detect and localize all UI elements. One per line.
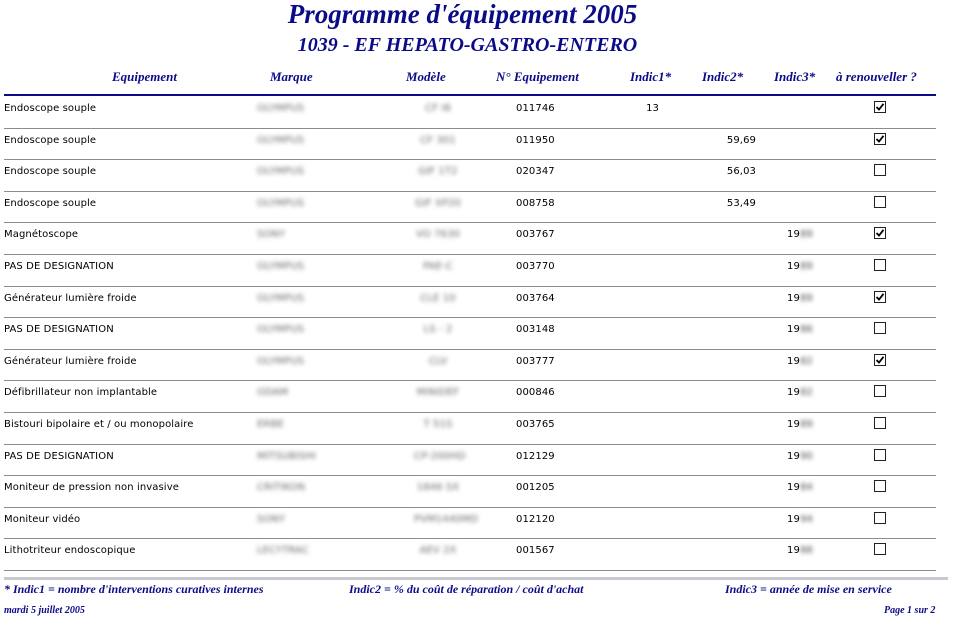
cell-equipement: Endoscope souple bbox=[4, 166, 97, 178]
cell-equipement: Endoscope souple bbox=[4, 197, 97, 209]
cell-indic3 bbox=[787, 482, 813, 493]
cell-modele: MINIDEF bbox=[416, 387, 460, 399]
cell-equipement: Bistouri bipolaire et / ou monopolaire bbox=[4, 419, 194, 430]
cell-indic3-blurred: 86 bbox=[799, 324, 813, 336]
cell-numero: 003770 bbox=[516, 261, 555, 272]
table-row bbox=[4, 318, 936, 350]
table-row bbox=[4, 445, 936, 477]
cell-equipement: Générateur lumière froide bbox=[4, 292, 137, 304]
renew-checkbox[interactable] bbox=[874, 322, 886, 334]
renew-checkbox[interactable] bbox=[874, 417, 886, 429]
cell-indic2: 53,49 bbox=[726, 197, 756, 209]
col-header-renouveler: à renouveller ? bbox=[836, 69, 917, 84]
cell-indic3 bbox=[787, 356, 813, 367]
table-row bbox=[4, 160, 936, 192]
cell-indic3-visible: 19 bbox=[787, 292, 800, 304]
cell-indic3-blurred: 89 bbox=[799, 292, 813, 304]
cell-indic3-blurred: 82 bbox=[799, 355, 813, 367]
renew-checkbox[interactable] bbox=[874, 291, 886, 303]
page-subtitle: 1039 - EF HEPATO-GASTRO-ENTERO bbox=[297, 34, 638, 56]
cell-indic2: 59,69 bbox=[726, 134, 756, 146]
renew-checkbox[interactable] bbox=[874, 227, 886, 239]
renew-checkbox[interactable] bbox=[874, 543, 886, 555]
cell-equipement: Endoscope souple bbox=[4, 103, 97, 114]
renew-checkbox[interactable] bbox=[874, 259, 886, 271]
cell-indic3 bbox=[787, 293, 813, 304]
check-mark-icon bbox=[875, 228, 885, 238]
cell-modele: CP-200HD bbox=[414, 450, 466, 462]
table-row bbox=[4, 255, 936, 287]
cell-modele: CF I8 bbox=[425, 103, 451, 114]
check-mark-icon bbox=[875, 102, 885, 112]
footer-page-number: Page 1 sur 2 bbox=[884, 605, 936, 616]
cell-modele: AEV 2X bbox=[419, 545, 457, 557]
renew-checkbox[interactable] bbox=[874, 480, 886, 492]
check-mark-icon bbox=[875, 355, 885, 365]
cell-indic3-blurred: 89 bbox=[799, 261, 813, 272]
renew-checkbox[interactable] bbox=[874, 196, 886, 208]
cell-marque: LECYTRAC bbox=[257, 545, 309, 557]
cell-numero: 003767 bbox=[516, 229, 555, 241]
cell-modele: T 51S bbox=[423, 419, 453, 430]
page-title: Programme d'équipement 2005 bbox=[287, 0, 638, 29]
cell-indic3-blurred: 89 bbox=[799, 229, 813, 241]
cell-indic3-visible: 19 bbox=[787, 261, 800, 272]
cell-indic3 bbox=[787, 387, 813, 398]
cell-indic2: 56,03 bbox=[726, 166, 756, 178]
table-row bbox=[4, 350, 936, 382]
cell-marque: SONY bbox=[257, 513, 286, 525]
cell-indic3-visible: 19 bbox=[787, 419, 800, 430]
cell-indic3-visible: 19 bbox=[787, 324, 800, 336]
table-row bbox=[4, 223, 936, 255]
col-header-indic2: Indic2* bbox=[702, 69, 744, 84]
cell-indic3 bbox=[787, 324, 813, 335]
cell-modele: CLE 10 bbox=[420, 292, 456, 304]
table-row bbox=[4, 539, 936, 571]
cell-equipement: Endoscope souple bbox=[4, 134, 97, 146]
cell-numero: 012120 bbox=[516, 513, 555, 525]
cell-equipement: Magnétoscope bbox=[4, 229, 79, 241]
renew-checkbox[interactable] bbox=[874, 385, 886, 397]
cell-numero: 003148 bbox=[516, 324, 555, 336]
cell-numero: 011950 bbox=[516, 134, 555, 146]
table-row bbox=[4, 413, 936, 445]
cell-equipement: Moniteur vidéo bbox=[4, 513, 81, 525]
cell-numero: 001205 bbox=[516, 482, 555, 494]
cell-equipement: Moniteur de pression non invasive bbox=[4, 482, 179, 494]
cell-modele: PAE-C bbox=[423, 261, 453, 272]
cell-indic3 bbox=[787, 545, 813, 556]
cell-indic3-visible: 19 bbox=[787, 482, 800, 494]
cell-marque: OLYMPUS bbox=[257, 197, 305, 209]
table-row bbox=[4, 508, 936, 540]
col-header-marque: Marque bbox=[270, 69, 313, 84]
cell-indic3 bbox=[787, 514, 813, 525]
table-row bbox=[4, 97, 936, 129]
cell-marque: OLYMPUS bbox=[257, 292, 305, 304]
cell-indic3 bbox=[787, 451, 813, 462]
table-row bbox=[4, 381, 936, 413]
renew-checkbox[interactable] bbox=[874, 354, 886, 366]
cell-marque: OLYMPUS bbox=[257, 103, 305, 114]
cell-indic3 bbox=[787, 261, 813, 272]
cell-numero: 000846 bbox=[516, 387, 555, 399]
cell-numero: 003777 bbox=[516, 355, 555, 367]
footer-indic1-note: * Indic1 = nombre d'interventions curatives internes bbox=[4, 582, 264, 596]
cell-indic3-blurred: 88 bbox=[799, 545, 813, 557]
cell-equipement: Générateur lumière froide bbox=[4, 355, 137, 367]
table-row bbox=[4, 287, 936, 319]
cell-indic3-blurred: 84 bbox=[799, 482, 813, 494]
footer-divider bbox=[4, 577, 948, 580]
cell-modele: GIF XP20 bbox=[414, 197, 462, 209]
cell-indic3-blurred: 89 bbox=[799, 419, 813, 430]
cell-marque: ODAM bbox=[257, 387, 289, 399]
table-row bbox=[4, 129, 936, 161]
cell-marque: OLYMPUS bbox=[257, 355, 305, 367]
cell-modele: CLV bbox=[428, 355, 448, 367]
cell-marque: MITSUBISHI bbox=[257, 450, 316, 462]
cell-numero: 020347 bbox=[516, 166, 555, 178]
cell-numero: 011746 bbox=[516, 103, 555, 114]
cell-equipement: PAS DE DESIGNATION bbox=[4, 261, 114, 272]
footer-indic2-note: Indic2 = % du coût de réparation / coût d'achat bbox=[349, 582, 584, 596]
footer-indic3-note: Indic3 = année de mise en service bbox=[725, 582, 892, 596]
renew-checkbox[interactable] bbox=[874, 449, 886, 461]
cell-indic3-blurred: 94 bbox=[799, 513, 813, 525]
header-divider bbox=[4, 94, 936, 96]
col-header-indic3: Indic3* bbox=[774, 69, 816, 84]
cell-equipement: PAS DE DESIGNATION bbox=[4, 324, 114, 336]
cell-modele: 1846 SX bbox=[416, 482, 460, 494]
cell-modele: LS - 2 bbox=[423, 324, 453, 336]
col-header-indic1: Indic1* bbox=[630, 69, 672, 84]
check-mark-icon bbox=[875, 292, 885, 302]
cell-indic3-blurred: 90 bbox=[799, 450, 813, 462]
cell-numero: 012129 bbox=[516, 450, 555, 462]
cell-modele: VO 7630 bbox=[416, 229, 460, 241]
renew-checkbox[interactable] bbox=[874, 133, 886, 145]
cell-modele: PVM1440MD bbox=[414, 513, 479, 525]
cell-indic3-blurred: 82 bbox=[799, 387, 813, 399]
cell-marque: CRITIKON bbox=[257, 482, 306, 494]
cell-equipement: Lithotriteur endoscopique bbox=[4, 545, 136, 557]
cell-indic3 bbox=[787, 229, 813, 240]
check-mark-icon bbox=[875, 134, 885, 144]
cell-indic3-visible: 19 bbox=[787, 387, 800, 399]
cell-indic3-visible: 19 bbox=[787, 229, 800, 241]
cell-numero: 008758 bbox=[516, 197, 555, 209]
cell-equipement: PAS DE DESIGNATION bbox=[4, 450, 114, 462]
col-header-modele: Modèle bbox=[406, 69, 446, 84]
cell-marque: ERBE bbox=[257, 419, 284, 430]
cell-indic3-visible: 19 bbox=[787, 355, 800, 367]
cell-marque: SONY bbox=[257, 229, 286, 241]
cell-marque: OLYMPUS bbox=[257, 261, 305, 272]
cell-indic3-visible: 19 bbox=[787, 545, 800, 557]
cell-numero: 003764 bbox=[516, 292, 555, 304]
cell-indic3 bbox=[787, 419, 813, 430]
col-header-equipement: Equipement bbox=[112, 69, 178, 84]
row-separator bbox=[4, 570, 936, 571]
renew-checkbox[interactable] bbox=[874, 164, 886, 176]
cell-modele: CF 301 bbox=[420, 134, 456, 146]
cell-numero: 001567 bbox=[516, 545, 555, 557]
cell-indic1: 13 bbox=[646, 103, 659, 114]
table-row bbox=[4, 476, 936, 508]
col-header-numero: N° Equipement bbox=[496, 69, 579, 84]
table-row bbox=[4, 192, 936, 224]
cell-indic3-visible: 19 bbox=[787, 450, 800, 462]
renew-checkbox[interactable] bbox=[874, 101, 886, 113]
cell-indic3-visible: 19 bbox=[787, 513, 800, 525]
cell-modele: GIF 1T2 bbox=[418, 166, 458, 178]
cell-marque: OLYMPUS bbox=[257, 134, 305, 146]
cell-numero: 003765 bbox=[516, 419, 555, 430]
cell-equipement: Défibrillateur non implantable bbox=[4, 387, 158, 399]
footer-date: mardi 5 juillet 2005 bbox=[4, 605, 85, 616]
cell-marque: OLYMPUS bbox=[257, 166, 305, 178]
renew-checkbox[interactable] bbox=[874, 512, 886, 524]
cell-marque: OLYMPUS bbox=[257, 324, 305, 336]
